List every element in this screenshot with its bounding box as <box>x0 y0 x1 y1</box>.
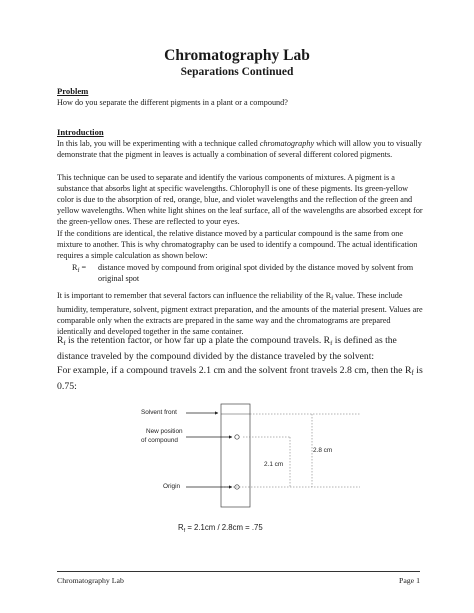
document-subtitle: Separations Continued <box>180 66 294 78</box>
chromatography-plate <box>221 404 250 507</box>
rf-label: $R_f$ = <box>72 263 87 274</box>
intro-paragraph-1: In this lab, you will be experimenting with a technique called chromatography which will allow you to visually demonstrate that the pigment in leaves is actually a combination of several different colored pigments. <box>57 139 422 159</box>
rf-example-formula: $R_f = 2.1cm / 2.8cm = .75$ <box>178 523 263 534</box>
compound-spot <box>235 435 239 439</box>
intro-paragraph-2: This technique can be used to separate and identify the various components of mixtures. A pigment is a substance that absorbs light at specific wavelengths. Chlorophyll is one of these pigments. Its green-yellow color is due to the absorption of red, orange, blue, and violet wavelengths and the reflection of the green and yellow wavelengths. When white light shines on the leaf surface, all of the wavelengths are absorbed except for the green-yellow ones. These are reflected to your eyes. <box>57 173 423 226</box>
footer-divider <box>57 571 420 572</box>
new-position-label-1: New position <box>146 428 183 435</box>
chromatography-term: chromatography <box>259 139 315 148</box>
problem-heading: Problem <box>57 86 89 96</box>
page-number: Page 1 <box>398 576 420 585</box>
introduction-heading: Introduction <box>57 127 104 137</box>
problem-text: How do you separate the different pigments in a plant or a compound? <box>57 98 288 107</box>
solvent-distance-label: 2.8 cm <box>313 447 333 454</box>
intro-paragraph-6: For example, if a compound travels 2.1 cm and the solvent front travels 2.8 cm, then the $R_f$ is 0.75: <box>57 365 423 392</box>
footer-title: Chromatography Lab <box>57 576 124 585</box>
origin-label: Origin <box>163 483 181 490</box>
intro-paragraph-5: $R_f$ is the retention factor, or how far up a plate the compound travels. $R_f$ is defined as the distance traveled by the compound divided by the distance traveled by the solvent: <box>57 335 397 362</box>
intro-paragraph-4: It is important to remember that several factors can influence the reliability of the $R_f$ value. These include humidity, temperature, solvent, pigment extract preparation, and the amounts of the material present. Values are comparable only when the extracts are prepared in the same way and the chromatograms are prepared identically and developed together in the same container. <box>57 291 423 336</box>
document-title: Chromatography Lab <box>164 47 310 64</box>
rf-definition-text: distance moved by compound from original spot divided by the distance moved by solvent from original spot <box>98 263 414 283</box>
solvent-front-label: Solvent front <box>141 409 177 416</box>
intro-paragraph-3: If the conditions are identical, the relative distance moved by a particular compound is the same from one mixture to another. This is why chromatography can be used to identify a compound. The actual identification requires a simple calculation as shown below: <box>57 229 418 260</box>
compound-distance-label: 2.1 cm <box>264 461 284 468</box>
new-position-label-2: of compound <box>141 437 178 444</box>
